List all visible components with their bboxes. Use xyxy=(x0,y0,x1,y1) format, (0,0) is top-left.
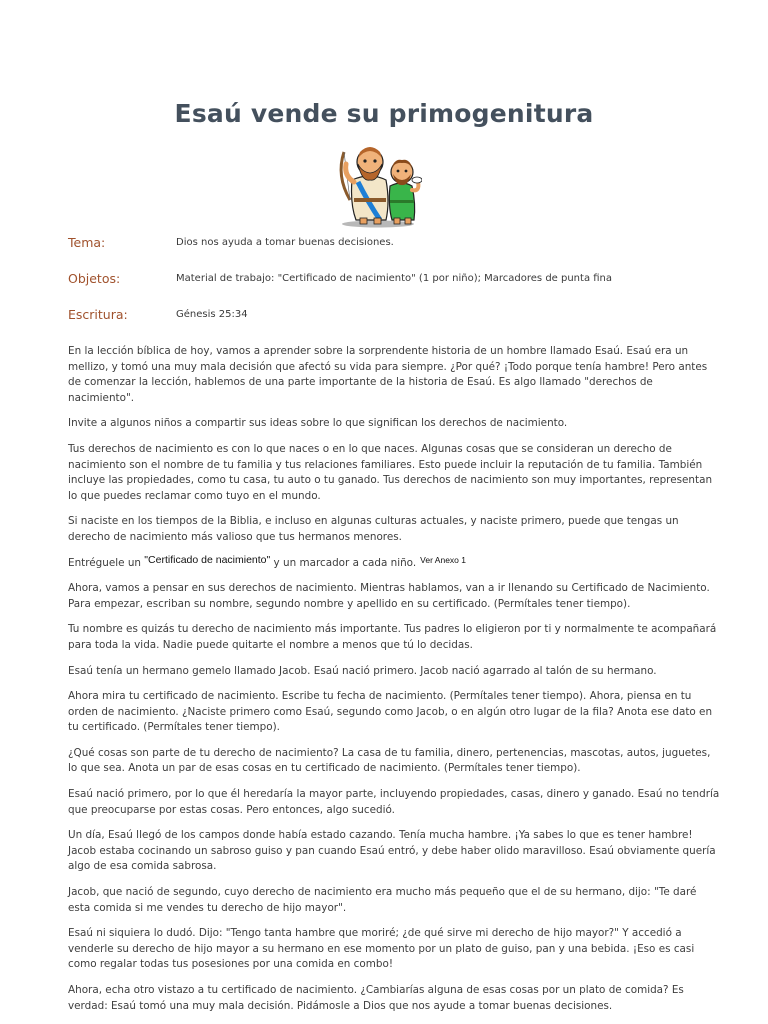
certificate-name: "Certificado de nacimiento" xyxy=(144,553,271,566)
paragraph-conclusion: Ahora, echa otro vistazo a tu certificado de nacimiento. ¿Cambiarías alguna de esas cosas por un plato de comida? Es verdad: Esaú tomó una muy mala decisión. Pidámosle a Dios que nos ayude a tomar buenas decisiones. xyxy=(68,984,684,1012)
handout-text-post: y un marcador a cada niño. xyxy=(270,556,417,569)
paragraph-intro: En la lección bíblica de hoy, vamos a aprender sobre la sorprendente historia de un hombre llamado Esaú. Esaú era un mellizo, y tomó una muy mala decisión que afectó su vida para siempre. ¿Por qué? ¡Todo porque tenía hambre! Pero antes de comenzar la lección, hablemos de una parte importante de la historia de Esaú. Es algo llamado "derechos de nacimiento". xyxy=(68,345,708,404)
tema-value: Dios nos ayuda a tomar buenas decisiones. xyxy=(176,237,394,248)
escritura-row xyxy=(68,307,728,327)
lesson-body xyxy=(68,344,720,1024)
paragraph-birth-order: Ahora mira tu certificado de nacimiento. Escribe tu fecha de nacimiento. (Permítales tener tiempo). Ahora, piensa en tu orden de nacimiento. ¿Naciste primero como Esaú, segundo como Jacob, o en algún otro lugar de la fila? Anota ese dato en tu certificado. (Permítales tener tiempo). xyxy=(68,690,713,734)
page-title: Esaú vende su primogenitura xyxy=(174,99,594,128)
handout-text-pre: Entréguele un xyxy=(68,556,145,569)
paragraph-jacob-offer: Jacob, que nació de segundo, cuyo derecho de nacimiento era mucho más pequeño que el de su hermano, dijo: "Te daré esta comida si me vendes tu derecho de hijo mayor". xyxy=(68,886,697,914)
paragraph-birthright-definition: Tus derechos de nacimiento es con lo que naces o en lo que naces. Algunas cosas que se consideran un derecho de nacimiento son el nombre de tu familia y tus relaciones familiares. Esto puede incluir la reputación de tu familia. También incluye las propiedades, como tu casa, tu auto o tu ganado. Tus derechos de nacimiento son muy importantes, representan lo que puedes reclamar como tuyo en el mundo. xyxy=(68,442,713,502)
objetos-value: Material de trabajo: "Certificado de nacimiento" (1 por niño); Marcadores de punta fina xyxy=(176,273,613,284)
escritura-label: Escritura: xyxy=(68,307,128,322)
paragraph-handout xyxy=(68,553,720,572)
paragraph-fill-name: Ahora, vamos a pensar en sus derechos de nacimiento. Mientras hablamos, van a ir llenando su Certificado de Nacimiento. Para empezar, escriban su nombre, segundo nombre y apellido en su certificado. (Permítales tener tiempo). xyxy=(68,582,710,610)
paragraph-bible-times: Si naciste en los tiempos de la Biblia, e incluso en algunas culturas actuales, y naciste primero, puede que tengas un derecho de nacimiento más valioso que tus hermanos menores. xyxy=(68,515,679,543)
paragraph-hungry-esau: Un día, Esaú llegó de los campos donde había estado cazando. Tenía mucha hambre. ¡Ya sabes lo que es tener hambre! Jacob estaba cocinando un sabroso guiso y pan cuando Esaú entró, y debe haber olido maravilloso. Esaú obviamente quería algo de esa comida sabrosa. xyxy=(68,829,716,873)
annex-reference: Ver Anexo 1 xyxy=(420,554,466,565)
paragraph-twin-brother: Esaú tenía un hermano gemelo llamado Jacob. Esaú nació primero. Jacob nació agarrado al talón de su hermano. xyxy=(68,664,657,677)
paragraph-esau-sells: Esaú ni siquiera lo dudó. Dijo: "Tengo tanta hambre que moriré; ¿de qué sirve mi derecho de hijo mayor?" Y accedió a venderle su derecho de hijo mayor a su hermano en ese momento por un plato de guiso, pan y una bebida. ¡Eso es casi como regalar todas tus posesiones por una comida en combo! xyxy=(68,927,695,971)
paragraph-possessions: ¿Qué cosas son parte de tu derecho de nacimiento? La casa de tu familia, dinero, pertenencias, mascotas, autos, juguetes, lo que sea. Anota un par de esas cosas en tu certificado de nacimiento. (Permítales tener tiempo). xyxy=(68,746,711,775)
objetos-row xyxy=(68,271,728,291)
paragraph-inheritance: Esaú nació primero, por lo que él heredaría la mayor parte, incluyendo propiedades, casas, dinero y ganado. Esaú no tendría que preocuparse por estas cosas. Pero entonces, algo sucedió. xyxy=(68,788,720,816)
tema-row xyxy=(68,235,728,255)
paragraph-instruction-invite: Invite a algunos niños a compartir sus ideas sobre lo que significan los derechos de nacimiento. xyxy=(68,417,568,430)
tema-label: Tema: xyxy=(68,235,106,250)
paragraph-name-importance: Tu nombre es quizás tu derecho de nacimiento más importante. Tus padres lo eligieron por ti y normalmente te acompañará para toda la vida. Nadie puede quitarte el nombre a menos que tú lo decidas. xyxy=(68,623,717,651)
objetos-label: Objetos: xyxy=(68,271,121,286)
escritura-value: Génesis 25:34 xyxy=(176,309,248,320)
esau-jacob-illustration xyxy=(334,142,422,228)
